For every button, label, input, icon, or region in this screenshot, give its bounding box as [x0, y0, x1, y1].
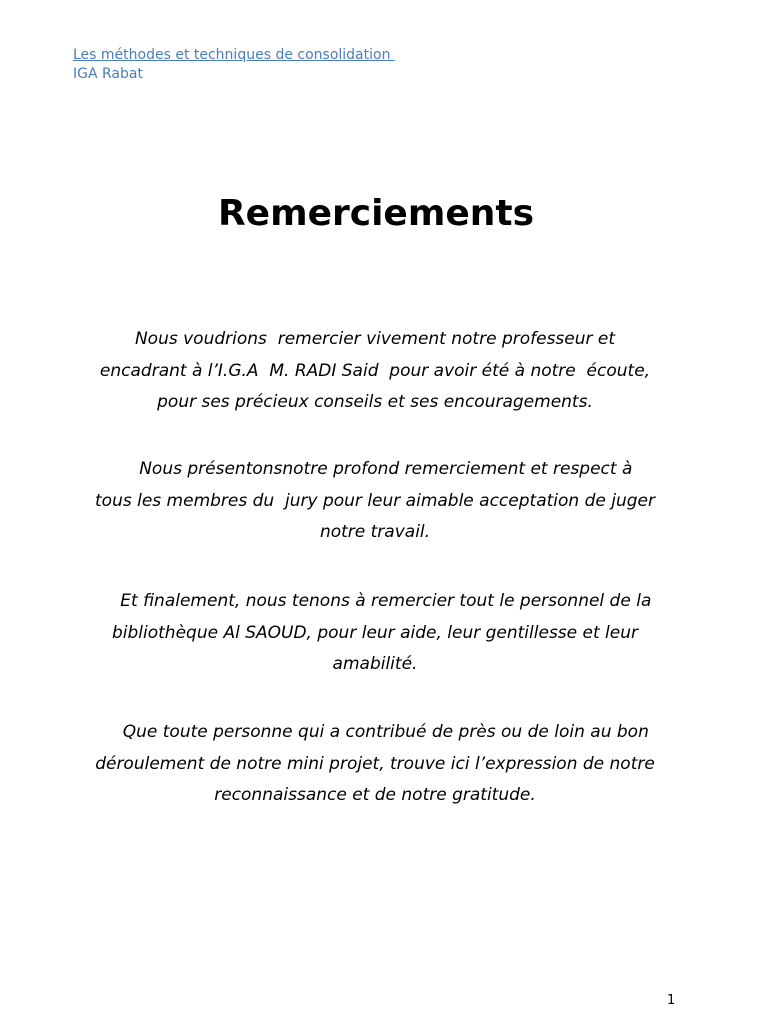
paragraph-line: amabilité. [332, 654, 418, 674]
page-title: Remerciements [217, 193, 535, 234]
paragraph-line: tous les membres du jury pour leur aimable acceptation de juger [95, 490, 655, 511]
paragraph-thanks-library [60, 586, 690, 681]
paragraph-line: Nous présentonsnotre profond remerciement et respect à [117, 459, 633, 479]
paragraph-line: Que toute personne qui a contribué de près ou de loin au bon [101, 722, 649, 742]
paragraph-line: bibliothèque Al SAOUD, pour leur aide, leur gentillesse et leur [111, 622, 638, 643]
paragraph-line: Nous voudrions remercier vivement notre professeur et [134, 329, 616, 349]
paragraph-thanks-jury [60, 454, 690, 549]
paragraph-line: encadrant à l’I.G.A M. RADI Said pour avoir été à notre écoute, [99, 360, 651, 381]
paragraph-line: pour ses précieux conseils et ses encouragements. [157, 392, 593, 412]
paragraph-thanks-professor [60, 324, 690, 419]
header-title-link[interactable]: Les méthodes et techniques de consolidation [73, 47, 395, 63]
page-number: 1 [667, 993, 676, 1008]
paragraph-line: déroulement de notre mini projet, trouve ici l’expression de notre [95, 753, 655, 774]
header-institution: IGA Rabat [73, 66, 143, 82]
paragraph-line: Et finalement, nous tenons à remercier tout le personnel de la [98, 591, 652, 611]
paragraph-line: notre travail. [319, 522, 431, 542]
page-header [73, 46, 395, 84]
paragraph-thanks-contributors [60, 717, 690, 812]
paragraph-line: reconnaissance et de notre gratitude. [214, 785, 536, 805]
